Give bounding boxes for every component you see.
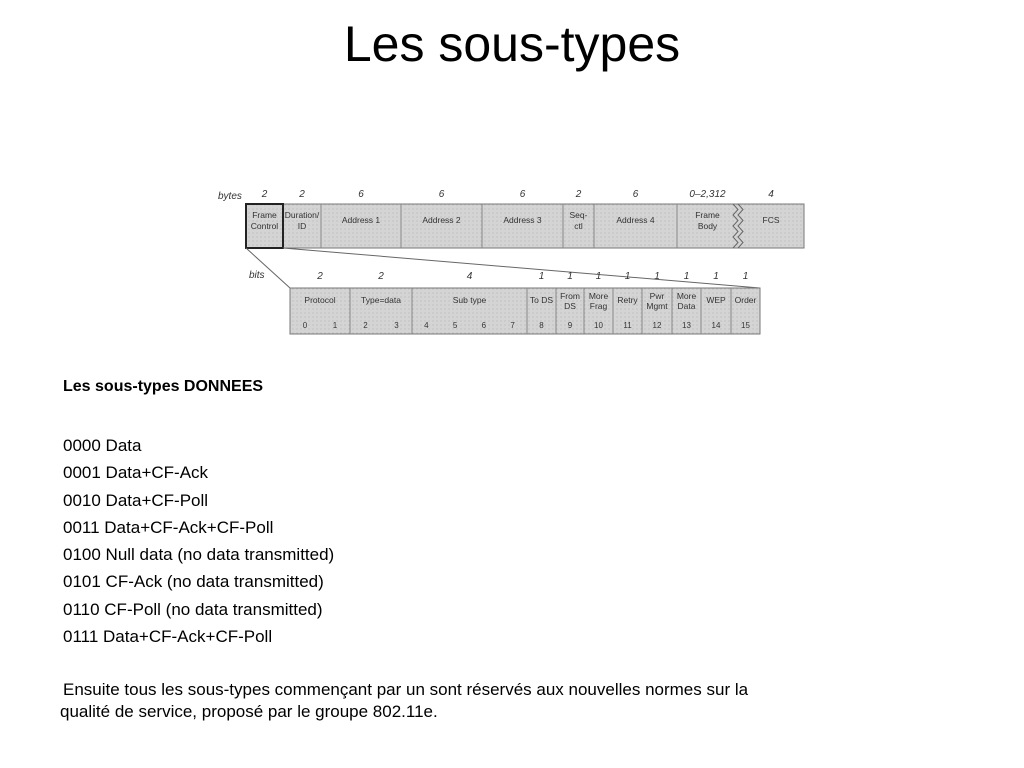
subtype-code-item: 0001 Data+CF-Ack <box>63 463 209 483</box>
control-field-label: Order <box>734 295 757 305</box>
frame-row <box>218 189 804 248</box>
slide-title: Les sous-types <box>343 16 681 72</box>
bit-index: 6 <box>481 321 487 330</box>
bit-index: 13 <box>682 321 691 330</box>
byte-size-label: 6 <box>438 189 445 200</box>
frame-format-diagram <box>0 180 1024 350</box>
subtype-code-item: 0100 Null data (no data transmitted) <box>63 545 335 565</box>
bits-label: bits <box>249 270 265 281</box>
bit-index: 10 <box>594 321 603 330</box>
bit-index: 5 <box>452 321 458 330</box>
frame-field-label: Address 1 <box>341 215 381 225</box>
bit-size-label: 2 <box>317 271 323 282</box>
byte-size-label: 6 <box>358 189 364 200</box>
control-field-label: More <box>588 291 609 301</box>
frame-field-label: Seq- <box>569 210 588 220</box>
connector-line <box>283 248 760 288</box>
control-field-label: Retry <box>617 295 638 305</box>
bit-index: 9 <box>567 321 573 330</box>
bit-size-label: 1 <box>742 271 749 282</box>
note-line-2: qualité de service, proposé par le groupe 802.11e. <box>60 702 438 721</box>
bit-index: 7 <box>510 321 515 330</box>
connector-line <box>246 248 290 288</box>
subtype-code-item: 0111 Data+CF-Ack+CF-Poll <box>63 627 273 647</box>
bit-size-label: 1 <box>538 271 545 282</box>
control-field-label: Frag <box>589 301 608 311</box>
bit-index: 0 <box>302 321 308 330</box>
byte-size-label: 0–2,312 <box>689 189 726 200</box>
subtype-code-list <box>63 432 334 650</box>
zoom-connector <box>246 248 760 288</box>
byte-size-label: 6 <box>632 189 639 200</box>
note-line-1: Ensuite tous les sous-types commençant par un sont réservés aux nouvelles normes sur la <box>63 680 749 699</box>
frame-field-label: ID <box>297 221 307 231</box>
bit-index: 3 <box>394 321 399 330</box>
bit-index: 8 <box>539 321 544 330</box>
bytes-label: bytes <box>218 191 242 202</box>
frame-field-label: Frame <box>252 210 277 220</box>
control-field-label: Mgmt <box>646 301 668 311</box>
frame-field-label: Address 3 <box>503 215 542 225</box>
bit-size-label: 1 <box>624 271 631 282</box>
subtype-code-item: 0010 Data+CF-Poll <box>63 490 209 510</box>
bit-index: 15 <box>741 321 750 330</box>
control-field-label: From <box>560 291 580 301</box>
control-field-label: Data <box>677 301 696 311</box>
subtype-code-item: 0101 CF-Ack (no data transmitted) <box>63 572 324 592</box>
control-field-label: Type=data <box>361 295 401 305</box>
frame-field-label: Frame <box>695 210 720 220</box>
bit-size-label: 1 <box>683 271 690 282</box>
bit-size-label: 1 <box>567 271 573 282</box>
control-field-label: Sub type <box>452 295 487 305</box>
bit-index: 4 <box>424 321 429 330</box>
bit-index: 11 <box>623 321 632 330</box>
bit-index: 1 <box>332 321 338 330</box>
frame-box <box>246 204 804 248</box>
bit-index: 12 <box>652 321 662 330</box>
frame-field-label: Duration/ <box>284 210 320 220</box>
control-field-label: WEP <box>706 295 726 305</box>
byte-size-label: 6 <box>519 189 526 200</box>
byte-size-label: 4 <box>768 189 774 200</box>
byte-size-label: 2 <box>299 189 305 200</box>
byte-size-label: 2 <box>575 189 582 200</box>
frame-field-label: Address 4 <box>616 215 655 225</box>
bit-size-label: 2 <box>378 271 384 282</box>
bit-size-label: 1 <box>595 271 602 282</box>
frame-field-label: Address 2 <box>422 215 461 225</box>
bit-size-label: 4 <box>466 271 473 282</box>
frame-field-label: Body <box>697 221 718 231</box>
frame-field-label: ctl <box>574 221 583 231</box>
subtype-code-item: 0011 Data+CF-Ack+CF-Poll <box>63 517 274 537</box>
subtype-code-item: 0000 Data <box>63 436 142 455</box>
frame-field-label: FCS <box>762 215 780 225</box>
bit-index: 14 <box>711 321 721 330</box>
frame-field-label: Control <box>250 221 279 231</box>
control-field-label: More <box>676 291 697 301</box>
control-field-label: Pwr <box>649 291 665 301</box>
control-field-label: To DS <box>529 295 554 305</box>
bit-index: 2 <box>363 321 368 330</box>
control-field-label: DS <box>564 301 576 311</box>
bit-size-label: 1 <box>654 271 660 282</box>
bit-size-label: 1 <box>713 271 719 282</box>
frame-control-row <box>249 270 760 334</box>
control-field-label: Protocol <box>304 295 336 305</box>
section-heading: Les sous-types DONNEES <box>63 378 264 395</box>
byte-size-label: 2 <box>261 189 268 200</box>
reserved-note <box>60 679 923 723</box>
subtype-code-item: 0110 CF-Poll (no data transmitted) <box>63 599 323 619</box>
